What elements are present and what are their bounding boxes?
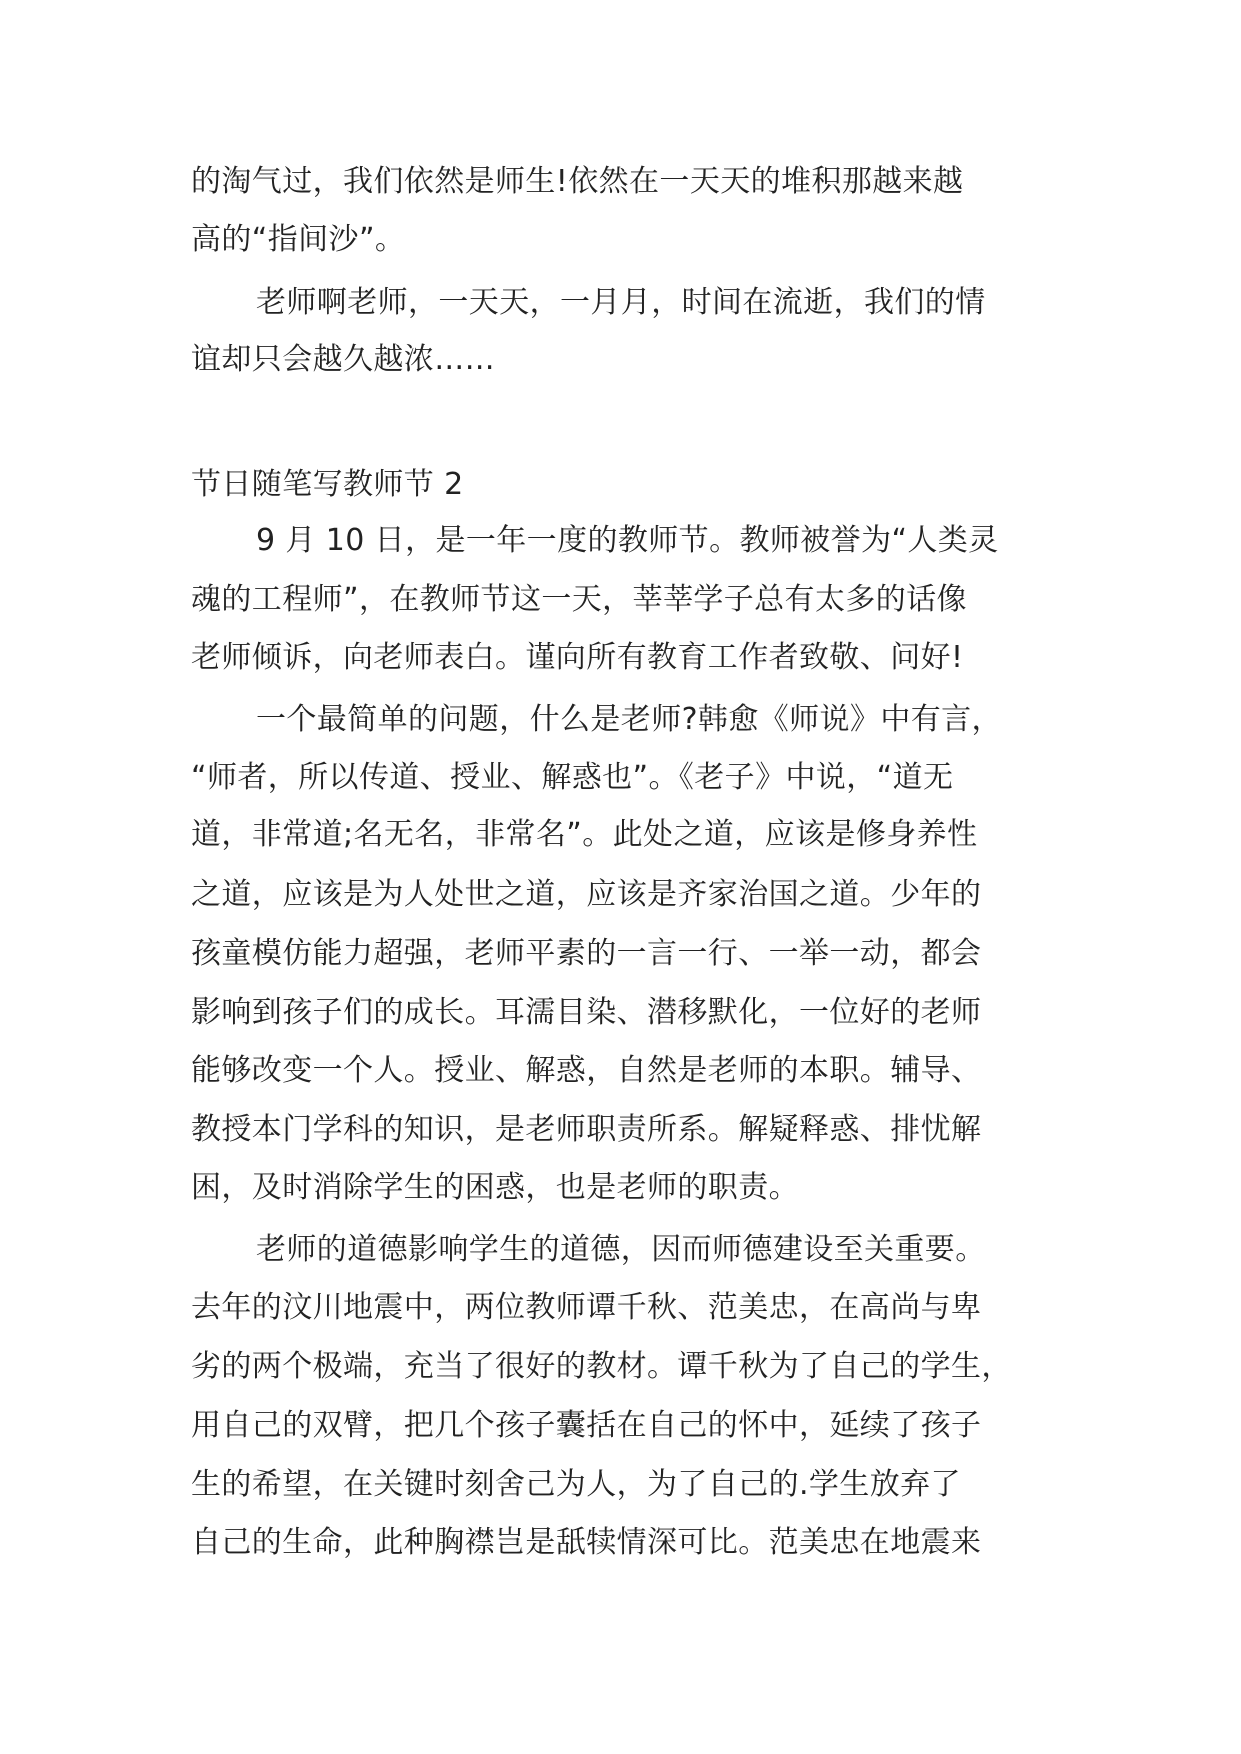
- body-text-line: 高的“指间沙”。: [191, 222, 406, 257]
- body-text-line: 9 月 10 日，是一年一度的教师节。教师被誉为“人类灵: [256, 523, 999, 558]
- body-text-line: 一个最简单的问题，什么是老师?韩愈《师说》中有言，: [256, 702, 1002, 737]
- body-text-line: 劣的两个极端，充当了很好的教材。谭千秋为了自己的学生，: [191, 1349, 1012, 1384]
- body-text-line: 之道，应该是为人处世之道，应该是齐家治国之道。少年的: [191, 877, 982, 912]
- body-text-line: 魂的工程师”，在教师节这一天，莘莘学子总有太多的话像: [191, 582, 967, 617]
- body-text-line: 自己的生命，此种胸襟岂是舐犊情深可比。范美忠在地震来: [191, 1525, 982, 1560]
- body-text-line: 孩童模仿能力超强，老师平素的一言一行、一举一动，都会: [191, 936, 982, 971]
- body-text-line: 去年的汶川地震中，两位教师谭千秋、范美忠，在高尚与卑: [191, 1290, 982, 1325]
- body-text-line: 老师啊老师，一天天，一月月，时间在流逝，我们的情: [256, 285, 986, 320]
- body-text-line: 用自己的双臂，把几个孩子囊括在自己的怀中，延续了孩子: [191, 1408, 982, 1443]
- body-text-line: 生的希望，在关键时刻舍己为人，为了自己的.学生放弃了: [191, 1467, 961, 1502]
- body-text-line: 能够改变一个人。授业、解惑，自然是老师的本职。辅导、: [191, 1053, 982, 1088]
- body-text-line: 影响到孩子们的成长。耳濡目染、潜移默化，一位好的老师: [191, 995, 982, 1030]
- body-text-line: 谊却只会越久越浓……: [191, 342, 495, 377]
- body-text-line: “师者，所以传道、授业、解惑也”。《老子》中说，“道无: [191, 760, 954, 795]
- section-heading: 节日随笔写教师节 2: [191, 467, 464, 502]
- body-text-line: 的淘气过，我们依然是师生!依然在一天天的堆积那越来越: [191, 164, 964, 199]
- body-text-line: 困，及时消除学生的困惑，也是老师的职责。: [191, 1170, 799, 1205]
- body-text-line: 教授本门学科的知识，是老师职责所系。解疑释惑、排忧解: [191, 1112, 982, 1147]
- body-text-line: 老师的道德影响学生的道德，因而师德建设至关重要。: [256, 1232, 986, 1267]
- body-text-line: 老师倾诉，向老师表白。谨向所有教育工作者致敬、问好!: [191, 640, 964, 675]
- body-text-line: 道，非常道;名无名，非常名”。此处之道，应该是修身养性: [191, 817, 978, 852]
